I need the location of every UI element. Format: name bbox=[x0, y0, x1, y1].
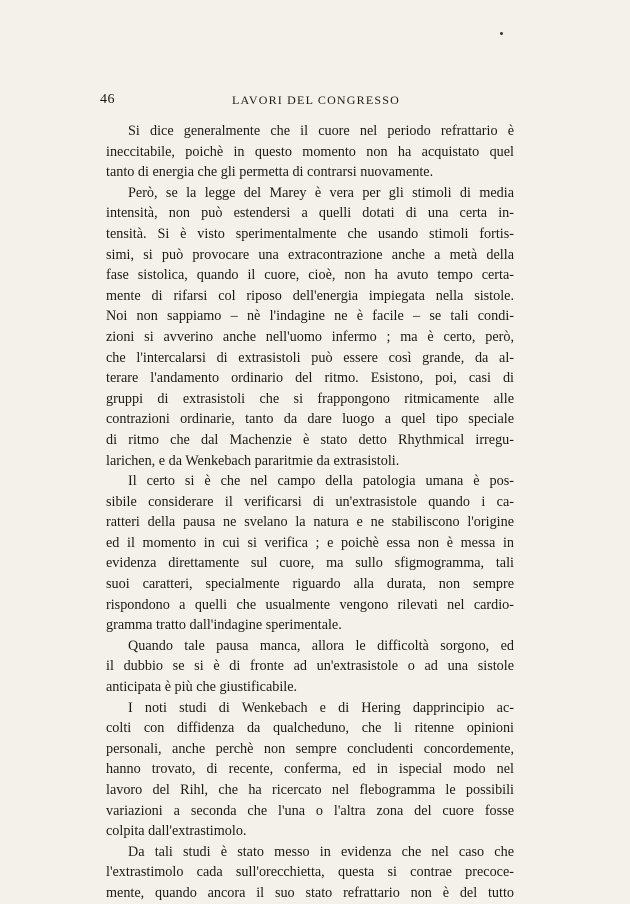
text-line: zioni si avverino anche nell'uomo infermo ; ma è certo, però, bbox=[106, 328, 514, 345]
text-line: colti con diffidenza da qualcheduno, che li ritenne opinioni bbox=[106, 720, 514, 737]
text-line: personali, anche perchè non sempre concludenti concordemente, bbox=[106, 740, 514, 757]
text-line: larichen, e da Wenkebach pararitmie da extrasistoli. bbox=[106, 452, 400, 469]
text-line: Noi non sappiamo – nè l'indagine ne è facile – se tali condi- bbox=[106, 308, 514, 325]
text-line: ratteri della pausa ne svelano la natura e ne stabiliscono l'origine bbox=[106, 514, 514, 531]
text-line: mente, quando ancora il suo stato refrattario non è del tutto bbox=[106, 884, 514, 901]
text-line: mente di rifarsi col riposo dell'energia impiegata nella sistole. bbox=[106, 287, 514, 304]
text-line: Quando tale pausa manca, allora le difficoltà sorgono, ed bbox=[128, 637, 514, 654]
text-line: terare l'andamento ordinario del ritmo. Esistono, poi, casi di bbox=[106, 370, 514, 387]
text-line: ed il momento in cui si verifica ; e poichè essa non è messa in bbox=[106, 534, 514, 551]
text-line: il dubbio se si è di fronte ad un'extrasistole o ad una sistole bbox=[106, 658, 514, 675]
text-line: Da tali studi è stato messo in evidenza che nel caso che bbox=[128, 843, 514, 860]
ink-speck bbox=[500, 32, 503, 35]
text-line: tensità. Si è visto sperimentalmente che usando stimoli fortis- bbox=[106, 225, 514, 242]
page-header bbox=[100, 92, 512, 112]
text-line: ineccitabile, poichè in questo momento non ha acquistato quel bbox=[106, 143, 514, 160]
text-line: evidenza direttamente sul cuore, ma sullo sfigmogramma, tali bbox=[106, 555, 514, 572]
text-line: contrazioni ordinarie, tanto da dare luogo a quel tipo speciale bbox=[106, 411, 514, 428]
page-number: 46 bbox=[100, 92, 115, 107]
text-line: l'extrastimolo cada sull'orecchietta, questa si contrae precoce- bbox=[106, 864, 514, 881]
text-line: suoi caratteri, specialmente riguardo alla durata, non sempre bbox=[106, 576, 514, 593]
text-line: variazioni a seconda che l'una o l'altra zona del cuore fosse bbox=[106, 802, 514, 819]
body-text bbox=[106, 121, 514, 904]
text-line: tanto di energia che gli permetta di contrarsi nuovamente. bbox=[106, 164, 434, 181]
text-line: Il certo si è che nel campo della patologia umana è pos- bbox=[128, 473, 514, 490]
text-line: lavoro del Rihl, che ha ricercato nel flebogramma le possibili bbox=[106, 782, 514, 798]
text-line: hanno trovato, di recente, conferma, ed in ispecial modo nel bbox=[106, 761, 514, 778]
text-line: intensità, non può estendersi a quelli dotati di una certa in- bbox=[106, 205, 514, 222]
text-line: I noti studi di Wenkebach e di Hering dapprincipio ac- bbox=[128, 699, 514, 716]
running-title: LAVORI DEL CONGRESSO bbox=[232, 93, 401, 107]
text-line: simi, si può provocare una extracontrazione anche a metà della bbox=[106, 246, 514, 263]
text-line: anticipata è più che giustificabile. bbox=[106, 679, 298, 696]
text-line: rispondono a quelli che usualmente vengono rilevati nel cardio- bbox=[106, 596, 514, 613]
text-line: che l'intercalarsi di extrasistoli può essere così grande, da al- bbox=[106, 349, 514, 366]
text-line: gruppi di extrasistoli che si frappongono ritmicamente alle bbox=[106, 390, 514, 407]
text-line: Si dice generalmente che il cuore nel periodo refrattario è bbox=[128, 123, 514, 139]
text-line: Però, se la legge del Marey è vera per gli stimoli di media bbox=[128, 184, 514, 201]
text-line: di ritmo che dal Machenzie è stato detto Rhythmical irregu- bbox=[106, 431, 514, 448]
text-line: colpita dall'extrastimolo. bbox=[106, 823, 247, 840]
text-line: fase sistolica, quando il cuore, cioè, non ha avuto tempo certa- bbox=[106, 267, 514, 284]
text-line: sibile considerare il verificarsi di un'extrasistole quando i ca- bbox=[106, 493, 514, 510]
text-line: gramma tratto dall'indagine sperimentale. bbox=[106, 617, 342, 634]
